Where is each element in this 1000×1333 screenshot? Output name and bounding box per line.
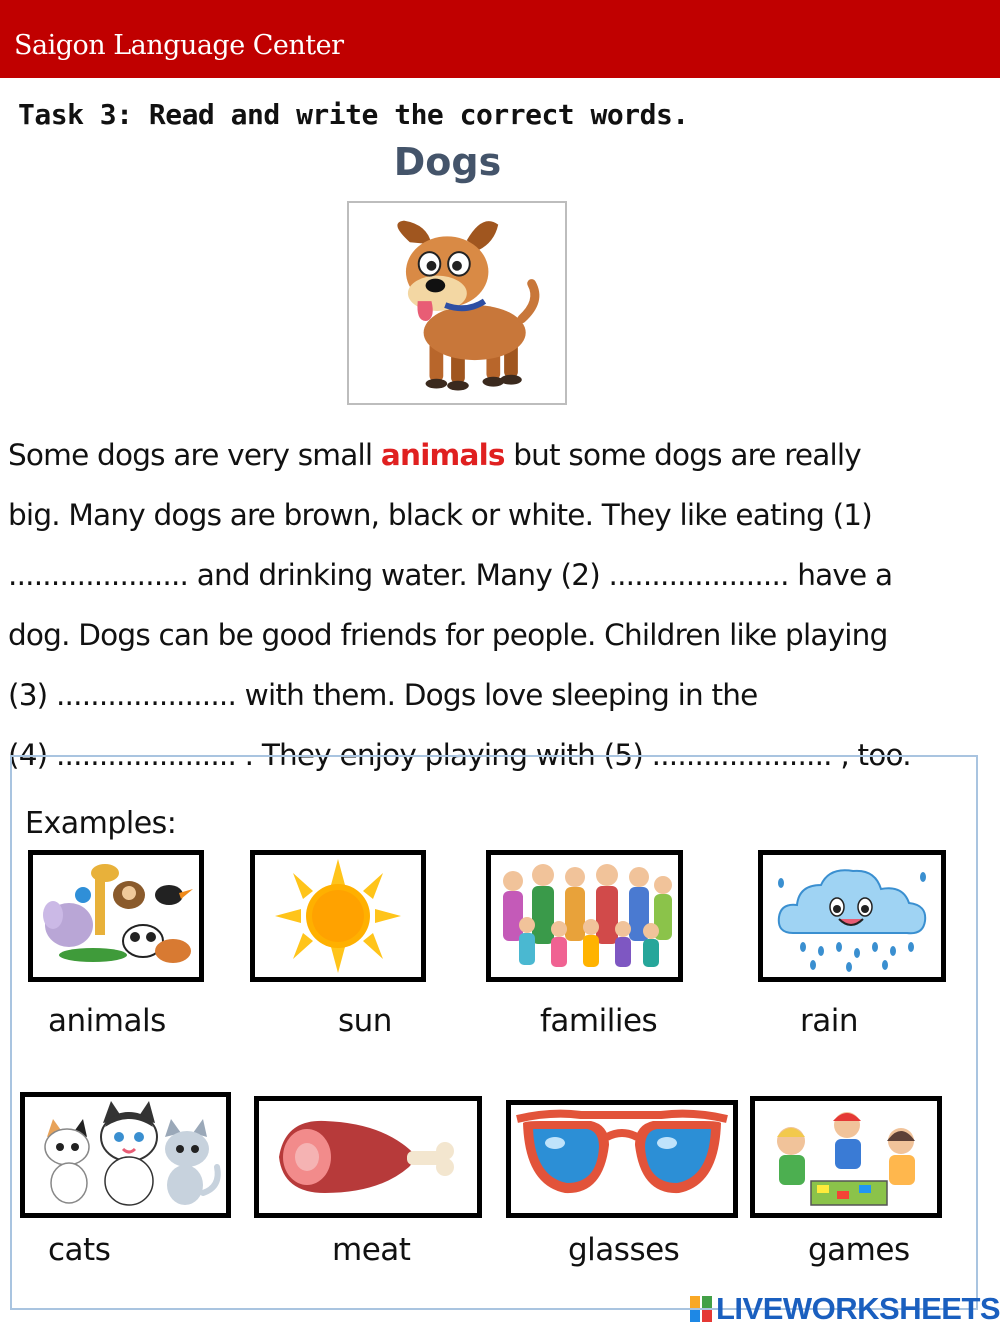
dog-icon [349, 203, 565, 403]
passage-line-4: dog. Dogs can be good friends for people. Children like playing [8, 618, 888, 652]
word-meat: meat [332, 1232, 411, 1268]
passage-text: Some dogs are very small [8, 438, 381, 472]
word-families: families [540, 1003, 658, 1039]
examples-label: Examples: [25, 806, 177, 841]
word-cats: cats [48, 1232, 111, 1268]
liveworksheets-icon [690, 1296, 712, 1322]
cats-picture [20, 1092, 231, 1218]
children-games-picture [750, 1096, 942, 1218]
highlighted-word: animals [380, 438, 505, 472]
children-games-icon [755, 1101, 937, 1213]
center-title: Saigon Language Center [14, 30, 344, 61]
cats-icon [25, 1097, 226, 1213]
rain-cloud-icon [763, 855, 941, 977]
meat-picture [254, 1096, 482, 1218]
task-instruction: Task 3: Read and write the correct words. [18, 98, 689, 131]
word-glasses: glasses [568, 1232, 680, 1268]
families-picture [486, 850, 683, 982]
animals-picture [28, 850, 204, 982]
glasses-picture [506, 1100, 738, 1218]
animals-icon [33, 855, 199, 977]
word-sun: sun [338, 1003, 392, 1039]
reading-passage [8, 425, 993, 785]
passage-text: but some dogs are really [504, 438, 861, 472]
word-rain: rain [800, 1003, 859, 1039]
document-title: Dogs [393, 140, 502, 184]
liveworksheets-text: LIVEWORKSHEETS [716, 1291, 1000, 1326]
passage-line-6[interactable]: (4) ..................... . They enjoy playing with (5) ..................... , too. [8, 738, 911, 772]
word-animals: animals [48, 1003, 166, 1039]
passage-line-2: big. Many dogs are brown, black or white. They like eating (1) [8, 498, 872, 532]
sun-picture [250, 850, 426, 982]
liveworksheets-logo[interactable] [690, 1291, 1000, 1327]
passage-line-5[interactable]: (3) ..................... with them. Dogs love sleeping in the [8, 678, 758, 712]
passage-line-3[interactable]: ..................... and drinking water. Many (2) ..................... have a [8, 558, 893, 592]
families-icon [491, 855, 678, 977]
sun-icon [255, 855, 421, 977]
word-games: games [808, 1232, 910, 1268]
header-bar [0, 0, 1000, 78]
meat-icon [259, 1101, 477, 1213]
passage-line-1 [8, 425, 993, 485]
dog-picture [347, 201, 567, 405]
rain-cloud-picture [758, 850, 946, 982]
glasses-icon [511, 1105, 733, 1213]
